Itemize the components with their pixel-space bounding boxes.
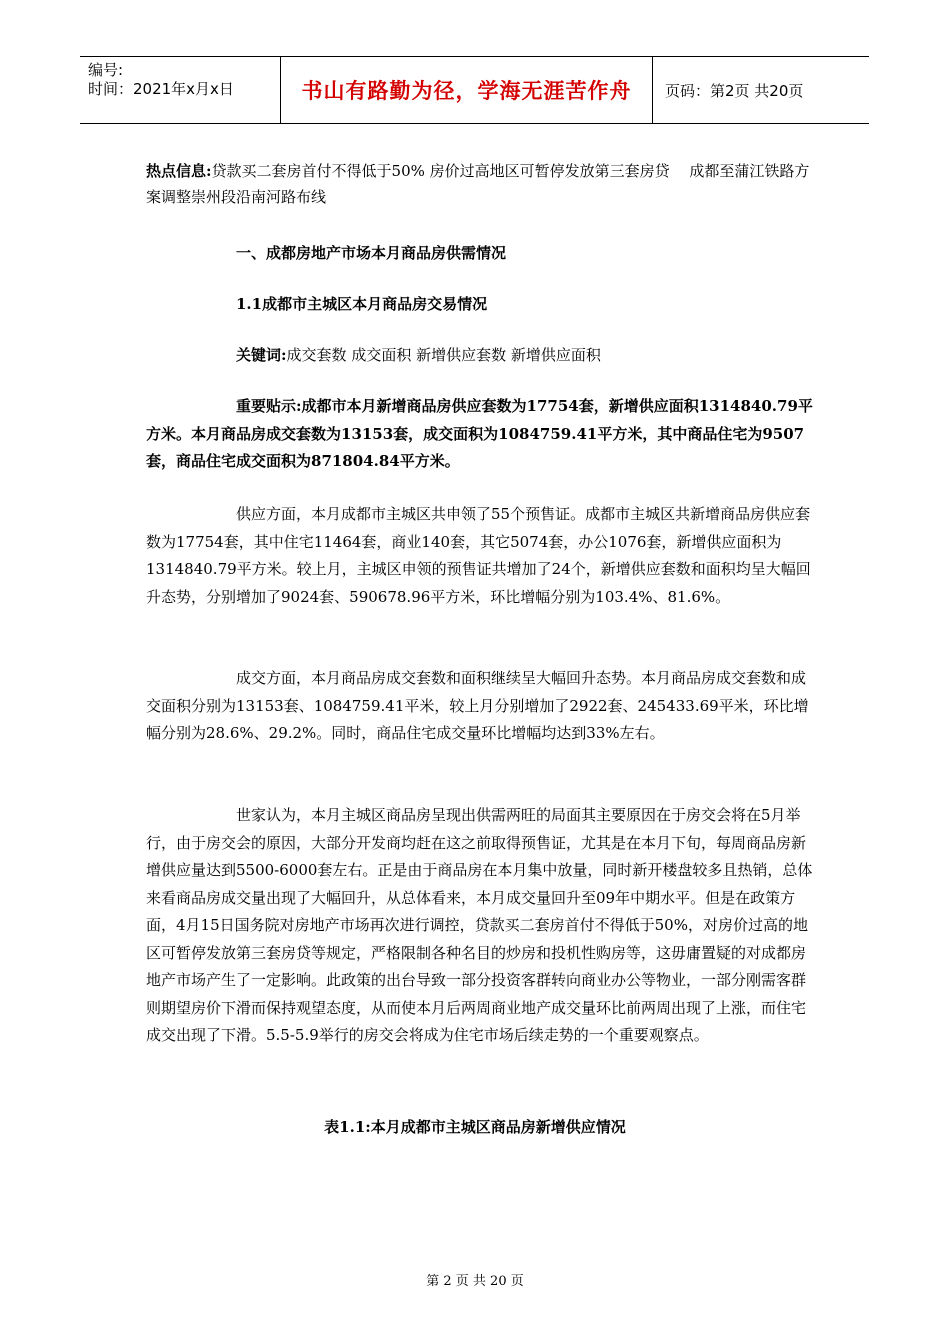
keywords-text: 成交套数 成交面积 新增供应套数 新增供应面积 — [286, 346, 601, 364]
document-number-label: 编号: — [88, 61, 124, 79]
header-meta — [80, 57, 281, 123]
hot-info — [146, 158, 818, 210]
hot-info-text: 贷款买二套房首付不得低于50% 房价过高地区可暂停发放第三套房贷 成都至蒲江铁路方案调整崇州段沿南河路布线 — [146, 162, 810, 206]
hot-info-label: 热点信息: — [146, 162, 212, 180]
header-page-info: 页码：第2页 共20页 — [665, 81, 804, 100]
table-caption: 表1.1:本月成都市主城区商品房新增供应情况 — [324, 1118, 626, 1136]
header-motto: 书山有路勤为径，学海无涯苦作舟 — [281, 57, 653, 123]
important-note: 重要贴示:成都市本月新增商品房供应套数为17754套，新增供应面积1314840.79平方米。本月商品房成交套数为13153套，成交面积为1084759.41平方米，其中商品住宅为9507套，商品住宅成交面积为871804.84平方米。 — [146, 397, 813, 470]
page-footer: 第 2 页 共 20 页 — [426, 1274, 524, 1289]
paragraph-supply: 供应方面，本月成都市主城区共申领了55个预售证。成都市主城区共新增商品房供应套数为17754套，其中住宅11464套，商业140套，其它5074套，办公1076套，新增供应面积为1314840.79平方米。较上月，主城区申领的预售证共增加了24个，新增供应套数和面积均呈大幅回升态势，分别增加了9024套、590678.96平方米，环比增幅分别为103.4%、81.6%。 — [146, 505, 811, 606]
document-date: 时间：2021年x月x日 — [88, 80, 234, 98]
keywords-line — [236, 344, 601, 365]
paragraph-analysis: 世家认为，本月主城区商品房呈现出供需两旺的局面其主要原因在于房交会将在5月举行，由于房交会的原因，大部分开发商均赶在这之前取得预售证，尤其是在本月下旬，每周商品房新增供应量达到5500-6000套左右。正是由于商品房在本月集中放量，同时新开楼盘较多且热销，总体来看商品房成交量出现了大幅回升，从总体看来，本月成交量回升至09年中期水平。但是在政策方面，4月15日国务院对房地产市场再次进行调控，贷款买二套房首付不得低于50%，对房价过高的地区可暂停发放第三套房贷等规定，严格限制各种名目的炒房和投机性购房等，这毋庸置疑的对成都房地产市场产生了一定影响。此政策的出台导致一部分投资客群转向商业办公等物业，一部分刚需客群则期望房价下滑而保持观望态度，从而使本月后两周商业地产成交量环比前两周出现了上涨，而住宅成交出现了下滑。5.5-5.9举行的房交会将成为住宅市场后续走势的一个重要观察点。 — [146, 806, 813, 1044]
section-heading-1-1: 1.1成都市主城区本月商品房交易情况 — [236, 295, 488, 313]
paragraph-transactions: 成交方面，本月商品房成交套数和面积继续呈大幅回升态势。本月商品房成交套数和成交面积分别为13153套、1084759.41平米，较上月分别增加了2922套、245433.69平米，环比增幅分别为28.6%、29.2%。同时，商品住宅成交量环比增幅均达到33%左右。 — [146, 669, 809, 742]
section-heading-1: 一、成都房地产市场本月商品房供需情况 — [236, 244, 507, 262]
keywords-label: 关键词: — [236, 346, 287, 364]
page-header — [80, 56, 869, 124]
